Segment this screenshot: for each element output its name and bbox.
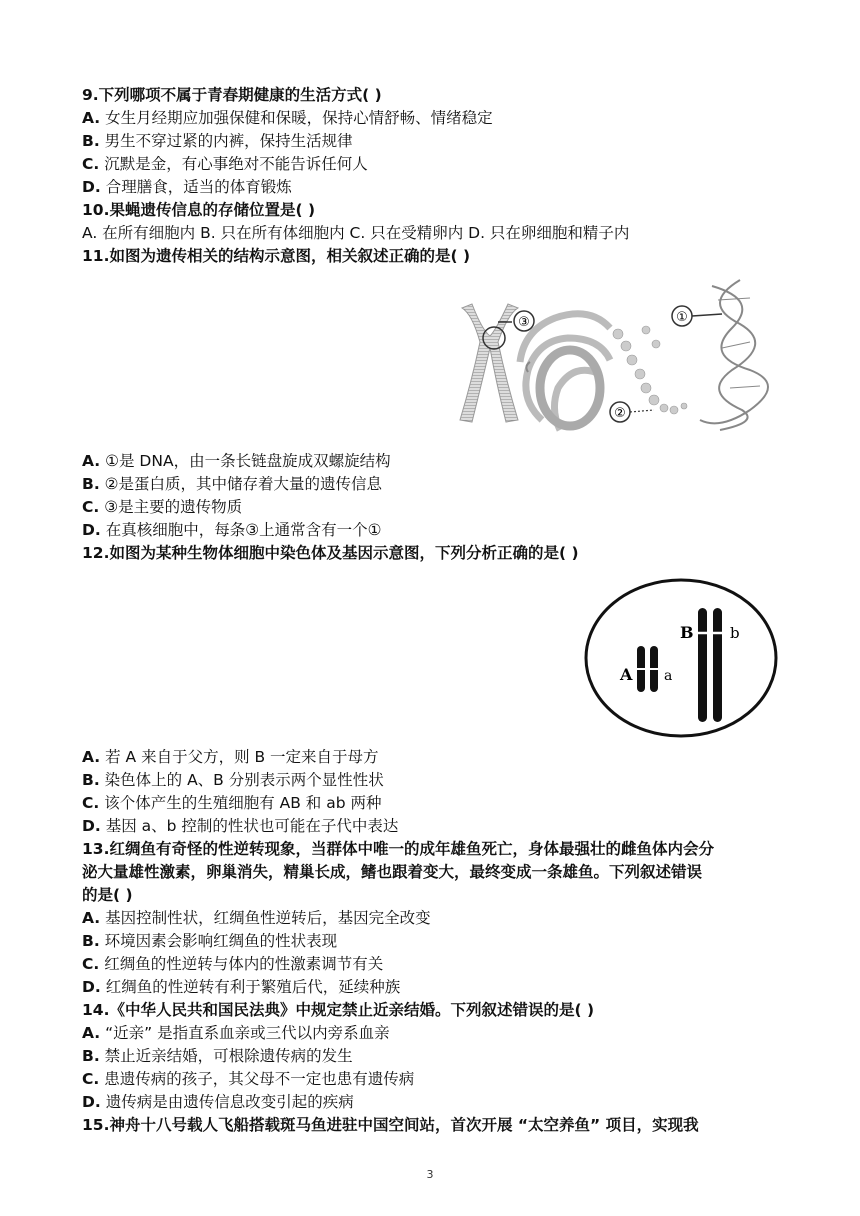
gene-label-B: B — [680, 623, 694, 642]
question-9-option-c: C. 沉默是金，有心事绝对不能告诉任何人 — [82, 155, 368, 173]
question-13-option-a: A. 基因控制性状，红绸鱼性逆转后，基因完全改变 — [82, 909, 431, 927]
question-12-option-c: C. 该个体产生的生殖细胞有 AB 和 ab 两种 — [82, 794, 382, 812]
question-12-option-b: B. 染色体上的 A、B 分别表示两个显性性状 — [82, 771, 384, 789]
gene-label-b: b — [730, 624, 740, 642]
question-14-stem: 14.《中华人民共和国民法典》中规定禁止近亲结婚。下列叙述错误的是( ) — [82, 1001, 595, 1019]
question-10-stem: 10.果蝇遗传信息的存储位置是( ) — [82, 201, 316, 219]
question-13-stem-line-1: 13.红绸鱼有奇怪的性逆转现象，当群体中唯一的成年雄鱼死亡，身体最强壮的雌鱼体内会分 — [82, 840, 714, 858]
question-12-option-d: D. 基因 a、b 控制的性状也可能在子代中表达 — [82, 817, 399, 835]
question-11-option-b: B. ②是蛋白质，其中储存着大量的遗传信息 — [82, 475, 383, 493]
question-15-stem-line-1: 15.神舟十八号载人飞船搭载斑马鱼进驻中国空间站，首次开展 “太空养鱼” 项目，实现我 — [82, 1116, 699, 1134]
question-12-stem: 12.如图为某种生物体细胞中染色体及基因示意图，下列分析正确的是( ) — [82, 544, 579, 562]
chromosome-long-1 — [698, 608, 707, 722]
figure-label-1: ① — [676, 310, 688, 325]
question-13-option-d: D. 红绸鱼的性逆转有利于繁殖后代，延续种族 — [82, 978, 401, 996]
question-14-option-b: B. 禁止近亲结婚，可根除遗传病的发生 — [82, 1047, 353, 1065]
question-14-option-c: C. 患遗传病的孩子，其父母不一定也患有遗传病 — [82, 1070, 415, 1088]
question-9-option-a: A. 女生月经期应加强保健和保暖，保持心情舒畅、情绪稳定 — [82, 109, 493, 127]
gene-label-a: a — [664, 668, 673, 684]
question-10-options: A. 在所有细胞内 B. 只在所有体细胞内 C. 只在受精卵内 D. 只在卵细胞和精子内 — [82, 224, 630, 242]
nucleosome-beads — [613, 326, 687, 414]
question-12-option-a: A. 若 A 来自于父方，则 B 一定来自于母方 — [82, 748, 379, 766]
question-9-option-b: B. 男生不穿过紧的内裤，保持生活规律 — [82, 132, 353, 150]
gene-label-A: A — [620, 665, 633, 684]
double-helix — [700, 280, 768, 430]
question-11-option-c: C. ③是主要的遗传物质 — [82, 498, 243, 516]
cell-gene-figure — [582, 576, 780, 740]
question-13-stem-line-2: 泌大量雄性激素，卵巢消失，精巢长成，鳍也跟着变大，最终变成一条雄鱼。下列叙述错误 — [82, 863, 703, 881]
question-11-stem: 11.如图为遗传相关的结构示意图，相关叙述正确的是( ) — [82, 247, 471, 265]
page-number: 3 — [426, 1168, 434, 1181]
question-9-stem: 9.下列哪项不属于青春期健康的生活方式( ) — [82, 86, 382, 104]
question-9-option-d: D. 合理膳食，适当的体育锻炼 — [82, 178, 292, 196]
figure-label-3: ③ — [518, 315, 530, 330]
chromatin-coil — [520, 314, 610, 430]
question-11-option-a: A. ①是 DNA，由一条长链盘旋成双螺旋结构 — [82, 452, 391, 470]
question-13-option-c: C. 红绸鱼的性逆转与体内的性激素调节有关 — [82, 955, 384, 973]
figure-label-2: ② — [614, 406, 626, 421]
dna-chromosome-figure — [450, 270, 790, 438]
question-14-option-d: D. 遗传病是由遗传信息改变引起的疾病 — [82, 1093, 354, 1111]
question-13-stem-line-3: 的是( ) — [82, 886, 133, 904]
chromosome-long-2 — [713, 608, 722, 722]
question-14-option-a: A. “近亲” 是指直系血亲或三代以内旁系血亲 — [82, 1024, 390, 1042]
question-11-option-d: D. 在真核细胞中，每条③上通常含有一个① — [82, 521, 382, 539]
question-13-option-b: B. 环境因素会影响红绸鱼的性状表现 — [82, 932, 338, 950]
